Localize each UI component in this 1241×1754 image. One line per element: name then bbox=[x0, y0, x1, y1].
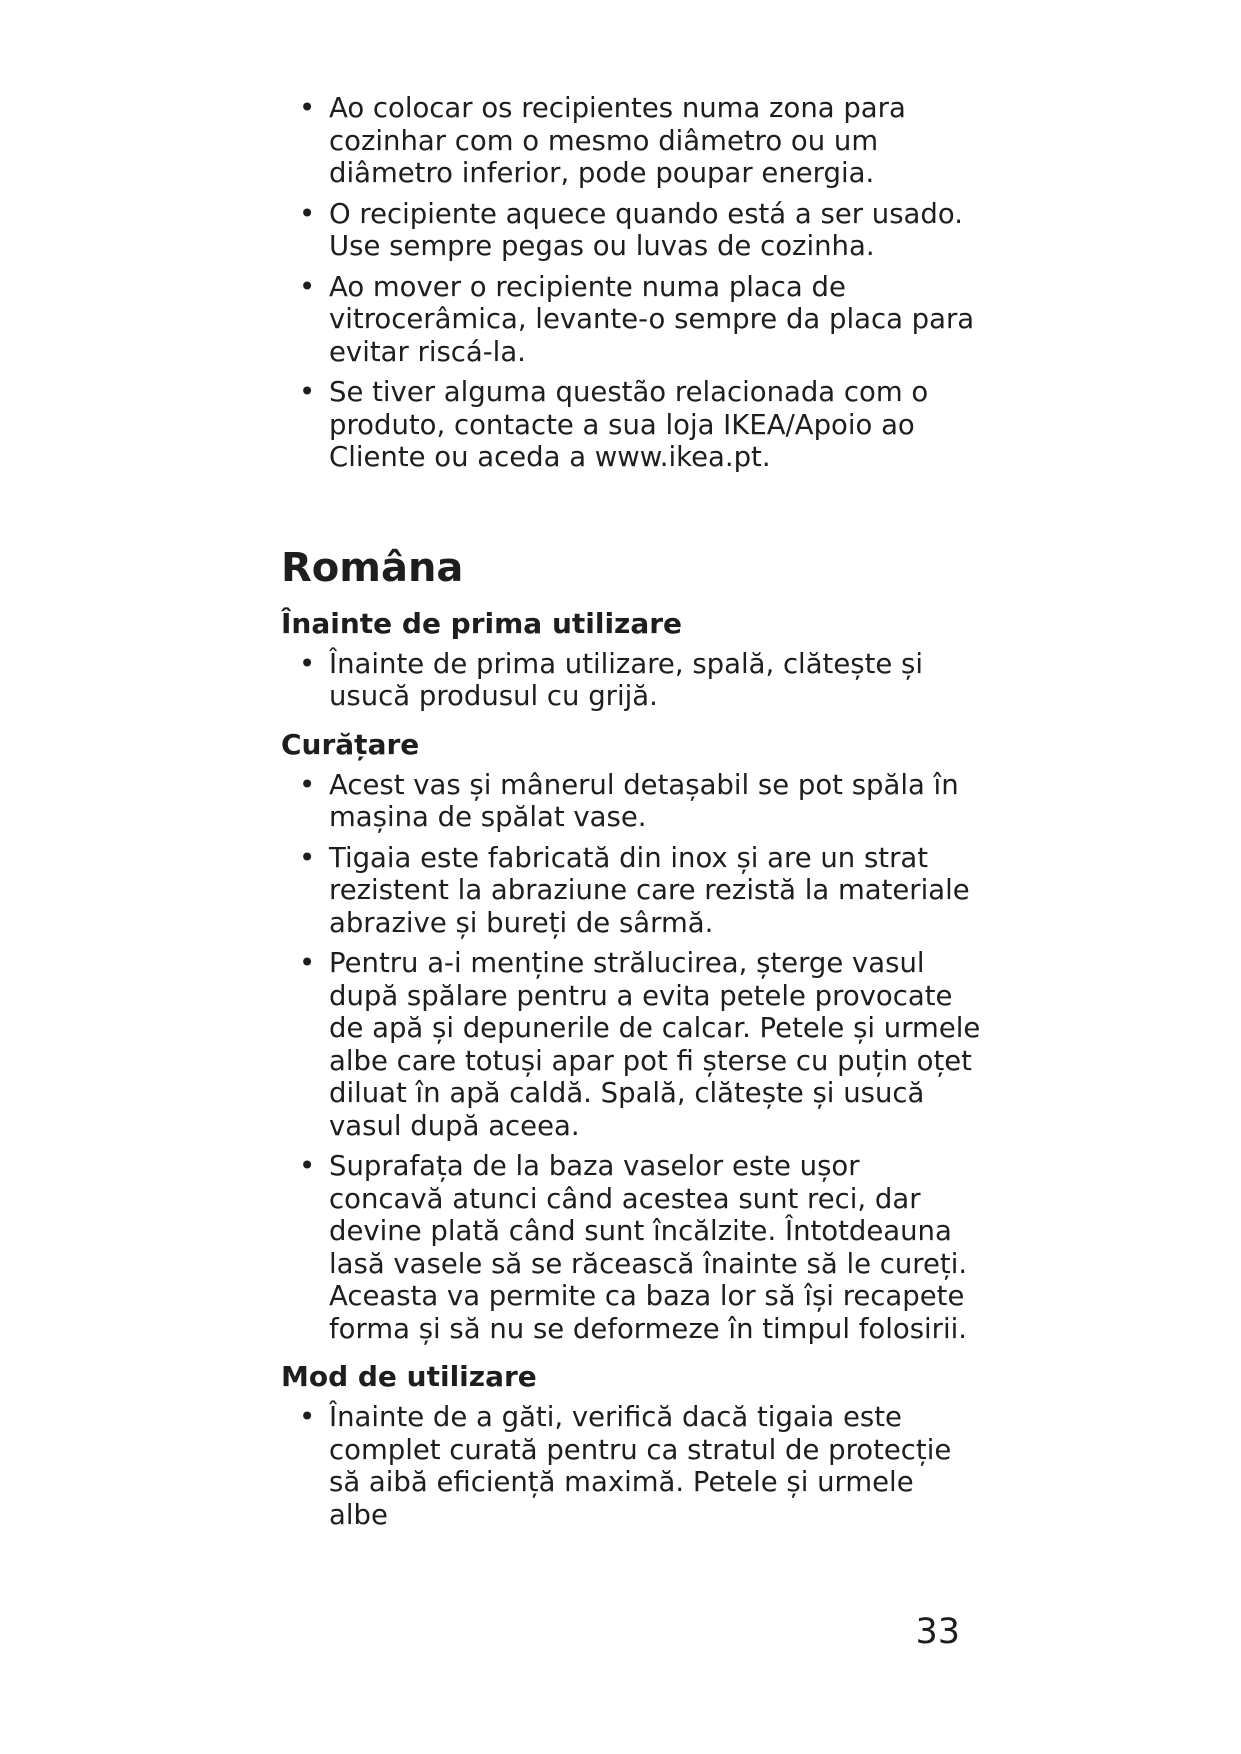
section-heading: Mod de utilizare bbox=[281, 1360, 537, 1393]
list-item: • Tigaia este fabricată din inox și are un strat rezistent la abraziune care rezistă la materiale abrazive și bureți de sârmă. bbox=[281, 842, 981, 940]
list-item: • Înainte de prima utilizare, spală, clătește și usucă produsul cu grijă. bbox=[281, 648, 981, 713]
section-usage bbox=[281, 1359, 981, 1531]
bullet-list bbox=[281, 769, 981, 1346]
list-item: • Ao mover o recipiente numa placa de vitrocerâmica, levante-o sempre da placa para evitar riscá-la. bbox=[281, 271, 981, 369]
section-first-use bbox=[281, 606, 981, 713]
list-item: • Ao colocar os recipientes numa zona para cozinhar com o mesmo diâmetro ou um diâmetro inferior, pode poupar energia. bbox=[281, 92, 981, 190]
page-number: 33 bbox=[915, 1612, 960, 1652]
list-item: • O recipiente aquece quando está a ser usado. Use sempre pegas ou luvas de cozinha. bbox=[281, 198, 981, 263]
list-item: • Pentru a-i menține strălucirea, șterge vasul după spălare pentru a evita petele provocate de apă și depunerile de calcar. Petele și urmele albe care totuși apar pot fi șterse cu puțin oțet diluat în apă caldă. Spală, clătește și usucă vasul după aceea. bbox=[281, 947, 981, 1142]
page-content bbox=[281, 92, 981, 1545]
section-heading: Curățare bbox=[281, 727, 420, 761]
section-cleaning bbox=[281, 727, 981, 1346]
list-item: • Acest vas și mânerul detașabil se pot spăla în mașina de spălat vase. bbox=[281, 769, 981, 834]
list-item: • Suprafața de la baza vaselor este ușor concavă atunci când acestea sunt reci, dar devine plată când sunt încălzite. Întotdeauna lasă vasele să se răcească înainte să le cureți. Aceasta va permite ca baza lor să își recapete forma și să nu se deformeze în timpul folosirii. bbox=[281, 1150, 981, 1345]
list-item: • Se tiver alguma questão relacionada com o produto, contacte a sua loja IKEA/Apoio ao Cliente ou aceda a www.ikea.pt. bbox=[281, 376, 981, 474]
bullet-list bbox=[281, 648, 981, 713]
portuguese-bullet-list bbox=[281, 92, 981, 474]
list-item: • Înainte de a găti, verifică dacă tigaia este complet curată pentru ca stratul de protecție să aibă eficiență maximă. Petele și urmele albe bbox=[281, 1401, 981, 1531]
bullet-list bbox=[281, 1401, 981, 1531]
language-heading-romana: Româna bbox=[281, 544, 464, 591]
section-heading: Înainte de prima utilizare bbox=[281, 606, 683, 640]
